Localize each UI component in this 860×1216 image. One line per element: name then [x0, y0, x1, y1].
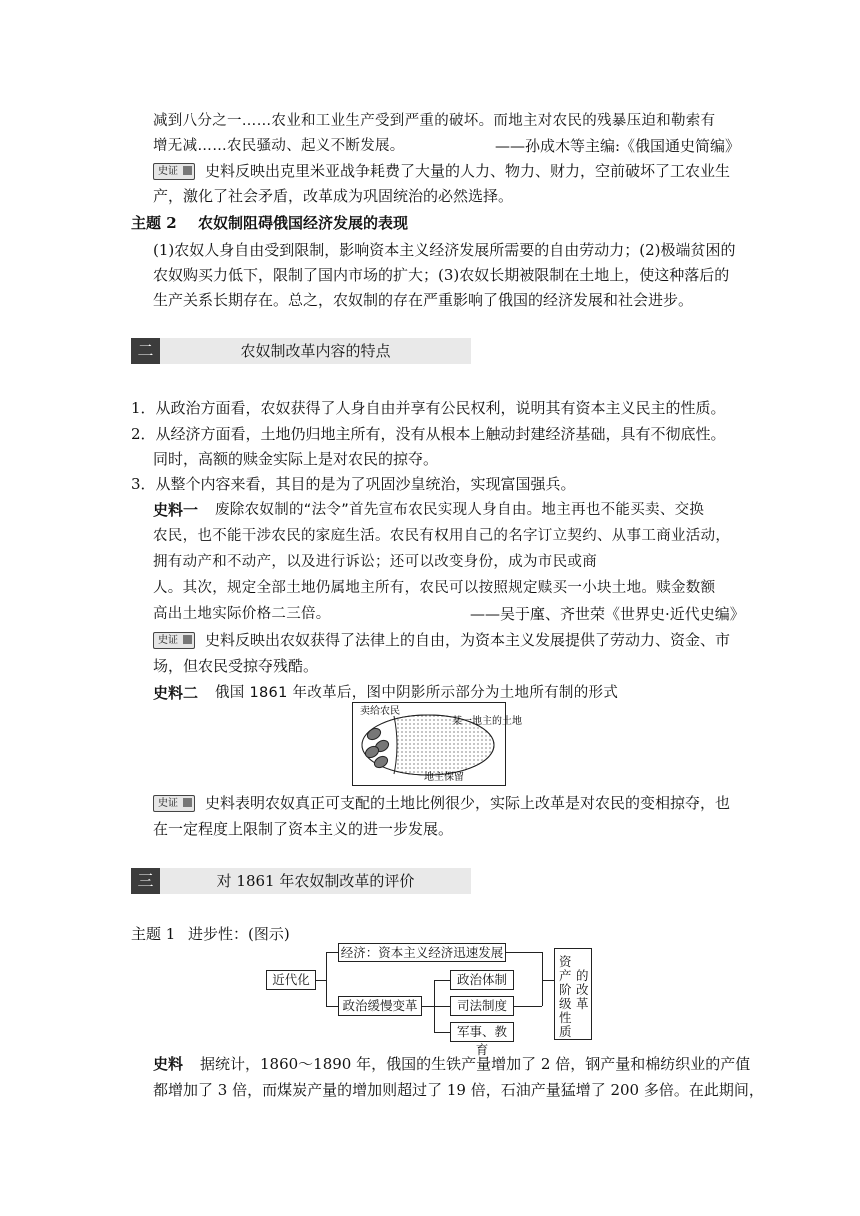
text-line: 史料反映出农奴获得了法律上的自由，为资本主义发展提供了劳动力、资金、市	[205, 631, 731, 649]
text-line: 产，激化了社会矛盾，改革成为巩固统治的必然选择。	[153, 187, 514, 205]
text-line: 拥有动产和不动产，以及进行诉讼；还可以改变身份，成为市民或商	[153, 554, 597, 570]
text-line: 高出土地实际价格二三倍。	[153, 606, 331, 622]
section-title: 农奴制改革内容的特点	[240, 342, 391, 360]
theme-title: 进步性：(图示)	[188, 925, 290, 943]
list-item: 同时，高额的赎金实际上是对农民的掠夺。	[153, 450, 439, 468]
node-bourgeois-reform	[554, 948, 592, 1040]
citation: ——吴于廑、齐世荣《世界史·近代史编》	[470, 605, 745, 623]
section-number: 三	[131, 868, 160, 894]
text-line: 史料表明农奴真正可支配的土地比例很少，实际上改革是对农民的变相掠夺，也	[205, 794, 731, 812]
node-modernization: 近代化	[266, 970, 316, 990]
section-header	[131, 868, 471, 894]
text-line: 农民，也不能干涉农民的家庭生活。农民有权用自己的名字订立契约、从事工商业活动，	[153, 528, 731, 544]
source-label: 史料一	[153, 501, 199, 519]
text-line: 俄国 1861 年改革后，图中阴影所示部分为土地所有制的形式	[215, 685, 619, 701]
label-reform: 的改革	[576, 968, 589, 1011]
citation: ——孙成木等主编:《俄国通史简编》	[495, 137, 741, 155]
theme-title: 农奴制阻碍俄国经济发展的表现	[198, 214, 409, 232]
section-header	[131, 338, 471, 364]
source-label: 史料	[153, 1055, 184, 1073]
text-line: 据统计，1860～1890 年，俄国的生铁产量增加了 2 倍，钢产量和棉纺织业的产值	[200, 1055, 751, 1073]
text-line: 人。其次，规定全部土地仍属地主所有，农民可以按照规定赎买一小块土地。赎金数额	[153, 580, 716, 596]
source-label: 史料二	[153, 684, 199, 702]
text-line: 场，但农民受掠夺残酷。	[153, 657, 319, 675]
label-bourgeois: 资产阶级性质	[559, 954, 572, 1039]
section-title: 对 1861 年农奴制改革的评价	[216, 872, 415, 890]
node-politics: 政治缓慢变革	[338, 996, 422, 1016]
proof-tag-icon: 史证	[153, 632, 195, 649]
text-line: 废除农奴制的“法令”首先宣布农民实现人身自由。地主再也不能买卖、交换	[215, 502, 705, 518]
theme-label: 主题 1	[131, 925, 176, 943]
text-line: 在一定程度上限制了资本主义的进一步发展。	[153, 820, 454, 838]
node-economy: 经济：资本主义经济迅速发展	[338, 943, 506, 962]
node-judicial-system: 司法制度	[450, 996, 514, 1016]
theme-label: 主题 2	[131, 214, 177, 232]
proof-tag-icon: 史证	[153, 795, 195, 812]
text-line: 减到八分之一……农业和工业生产受到严重的破坏。而地主对农民的残暴压迫和勒索有	[153, 113, 716, 129]
label-estate: 某一地主的土地	[452, 716, 522, 727]
text-line: 增无减……农民骚动、起义不断发展。	[153, 138, 405, 154]
text-line: 都增加了 3 倍，而煤炭产量的增加则超过了 19 倍，石油产量猛增了 200 多倍。在此期间，	[153, 1081, 764, 1099]
text-line: (1)农奴人身自由受到限制，影响资本主义经济发展所需要的自由劳动力；(2)极端贫困的	[153, 241, 736, 259]
text-line: 史料反映出克里米亚战争耗费了大量的人力、物力、财力，空前破坏了工农业生	[205, 162, 731, 180]
text-line: 生产关系长期存在。总之，农奴制的存在严重影响了俄国的经济发展和社会进步。	[153, 291, 694, 309]
label-kept: 地主保留	[424, 772, 464, 783]
land-ownership-diagram	[352, 702, 522, 786]
list-item: 1．从政治方面看，农奴获得了人身自由并享有公民权利，说明其有资本主义民主的性质。	[131, 399, 726, 417]
node-military-education: 军事、教育	[450, 1022, 514, 1042]
list-item: 3．从整个内容来看，其目的是为了巩固沙皇统治，实现富国强兵。	[131, 475, 576, 493]
node-political-system: 政治体制	[450, 970, 514, 990]
section-number: 二	[131, 338, 160, 364]
text-line: 农奴购买力低下，限制了国内市场的扩大；(3)农奴长期被限制在土地上，使这种落后的	[153, 266, 730, 284]
label-sold: 卖给农民	[360, 706, 400, 717]
proof-tag-icon: 史证	[153, 163, 195, 180]
list-item: 2．从经济方面看，土地仍归地主所有，没有从根本上触动封建经济基础，具有不彻底性。	[131, 425, 726, 443]
